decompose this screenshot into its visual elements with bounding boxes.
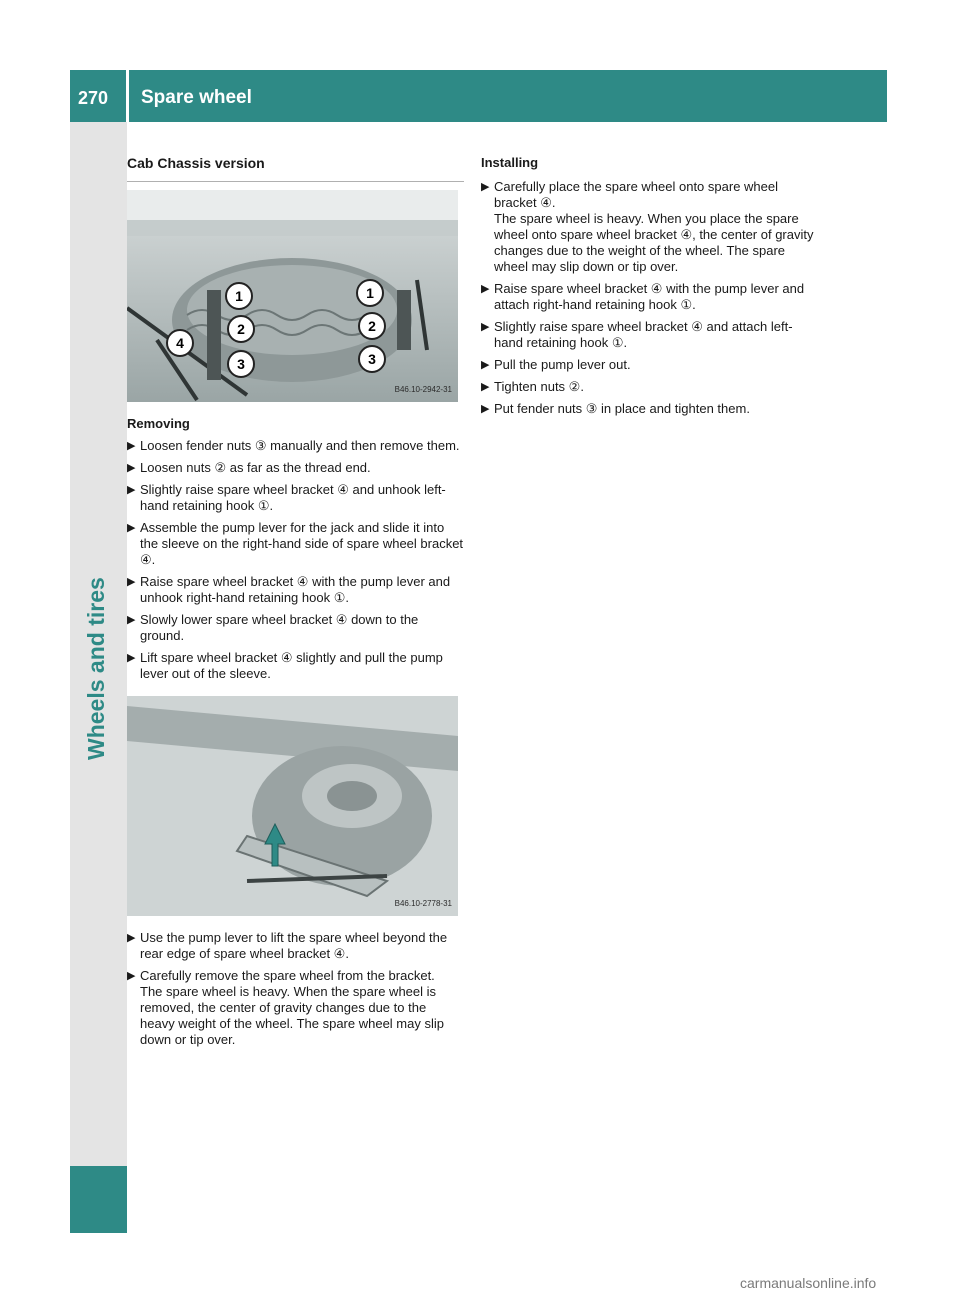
callout-label: 3 [368,351,376,367]
bullet-arrow-icon: ▶ [127,614,136,626]
bullet-arrow-icon: ▶ [481,283,490,295]
step-text: Raise spare wheel bracket ④ with the pump lever and attach right-hand retaining hook ①. [494,281,805,312]
footer-url: carmanualsonline.info [740,1275,877,1291]
callout-marker [228,351,254,377]
step-text: Pull the pump lever out. [494,357,631,372]
callout-label: 1 [366,285,374,301]
installing-step [481,357,816,373]
removing-step [127,574,464,606]
figure-code: B46.10-2942-31 [394,385,452,394]
bullet-arrow-icon: ▶ [127,522,136,534]
installing-step [481,379,816,395]
step-text: Carefully remove the spare wheel from the bracket. [140,968,435,983]
callout-marker [167,330,193,356]
spare-wheel-figure-2 [127,696,458,916]
page-number: 270 [78,88,109,108]
removing-step [127,482,464,514]
bullet-arrow-icon: ▶ [481,321,490,333]
heading-rule [127,181,464,182]
figure-code: B46.10-2778-31 [394,899,452,908]
callout-label: 1 [235,288,243,304]
removing-step [127,650,464,682]
removing-step [127,438,464,454]
callout-label: 2 [237,321,245,337]
bullet-arrow-icon: ▶ [127,484,136,496]
installing-step [481,179,816,275]
removing-step [127,612,464,644]
spare-wheel-figure-1 [127,190,458,402]
section-title: Spare wheel [141,87,252,108]
step-text: Put fender nuts ③ in place and tighten them. [494,401,750,416]
right-column [481,155,816,423]
step-text: Carefully place the spare wheel onto spare wheel bracket ④. [494,179,779,210]
removing-heading: Removing [127,416,190,431]
callout-marker [357,280,383,306]
installing-step [481,281,816,313]
removing-step [127,520,464,568]
warning-text: The spare wheel is heavy. When you place the spare wheel onto spare wheel bracket ④, the center of gravity changes due to the weight of the wheel. The spare wheel may slip down or tip over. [494,211,814,274]
cab-chassis-heading: Cab Chassis version [127,155,265,171]
bullet-arrow-icon: ▶ [127,932,136,944]
step-text: Loosen nuts ② as far as the thread end. [140,460,371,475]
callout-marker [226,283,252,309]
installing-heading: Installing [481,155,539,170]
callout-label: 4 [176,335,184,351]
removing-step [127,460,464,476]
installing-step [481,319,816,351]
bullet-arrow-icon: ▶ [481,403,490,415]
step-text: Tighten nuts ②. [494,379,584,394]
header-divider [126,70,129,122]
step-text: Slightly raise spare wheel bracket ④ and unhook left-hand retaining hook ①. [140,482,446,513]
step-text: Raise spare wheel bracket ④ with the pump lever and unhook right-hand retaining hook ①. [140,574,451,605]
bullet-arrow-icon: ▶ [481,381,490,393]
chapter-label [83,704,113,760]
step-text: Assemble the pump lever for the jack and slide it into the sleeve on the right-hand side of spare wheel bracket ④. [140,520,464,567]
removing-step [127,968,464,1048]
step-text: Slowly lower spare wheel bracket ④ down to the ground. [140,612,419,643]
step-text: Loosen fender nuts ③ manually and then remove them. [140,438,460,453]
step-text: Lift spare wheel bracket ④ slightly and pull the pump lever out of the sleeve. [140,650,443,681]
bullet-arrow-icon: ▶ [127,462,136,474]
step-text: Use the pump lever to lift the spare wheel beyond the rear edge of spare wheel bracket ④. [140,930,448,961]
bullet-arrow-icon: ▶ [481,359,490,371]
step-text: Slightly raise spare wheel bracket ④ and attach left-hand retaining hook ①. [494,319,793,350]
callout-label: 3 [237,356,245,372]
removing-step [127,930,464,962]
callout-marker [228,316,254,342]
bullet-arrow-icon: ▶ [127,576,136,588]
warning-text: The spare wheel is heavy. When the spare wheel is removed, the center of gravity changes due to the heavy weight of the wheel. The spare wheel may slip down or tip over. [140,984,444,1047]
bullet-arrow-icon: ▶ [481,181,490,193]
callout-label: 2 [368,318,376,334]
chapter-tab [70,1166,127,1233]
left-column [127,155,464,1054]
callout-marker [359,313,385,339]
installing-step [481,401,816,417]
bullet-arrow-icon: ▶ [127,970,136,982]
callout-marker [359,346,385,372]
bullet-arrow-icon: ▶ [127,652,136,664]
bullet-arrow-icon: ▶ [127,440,136,452]
